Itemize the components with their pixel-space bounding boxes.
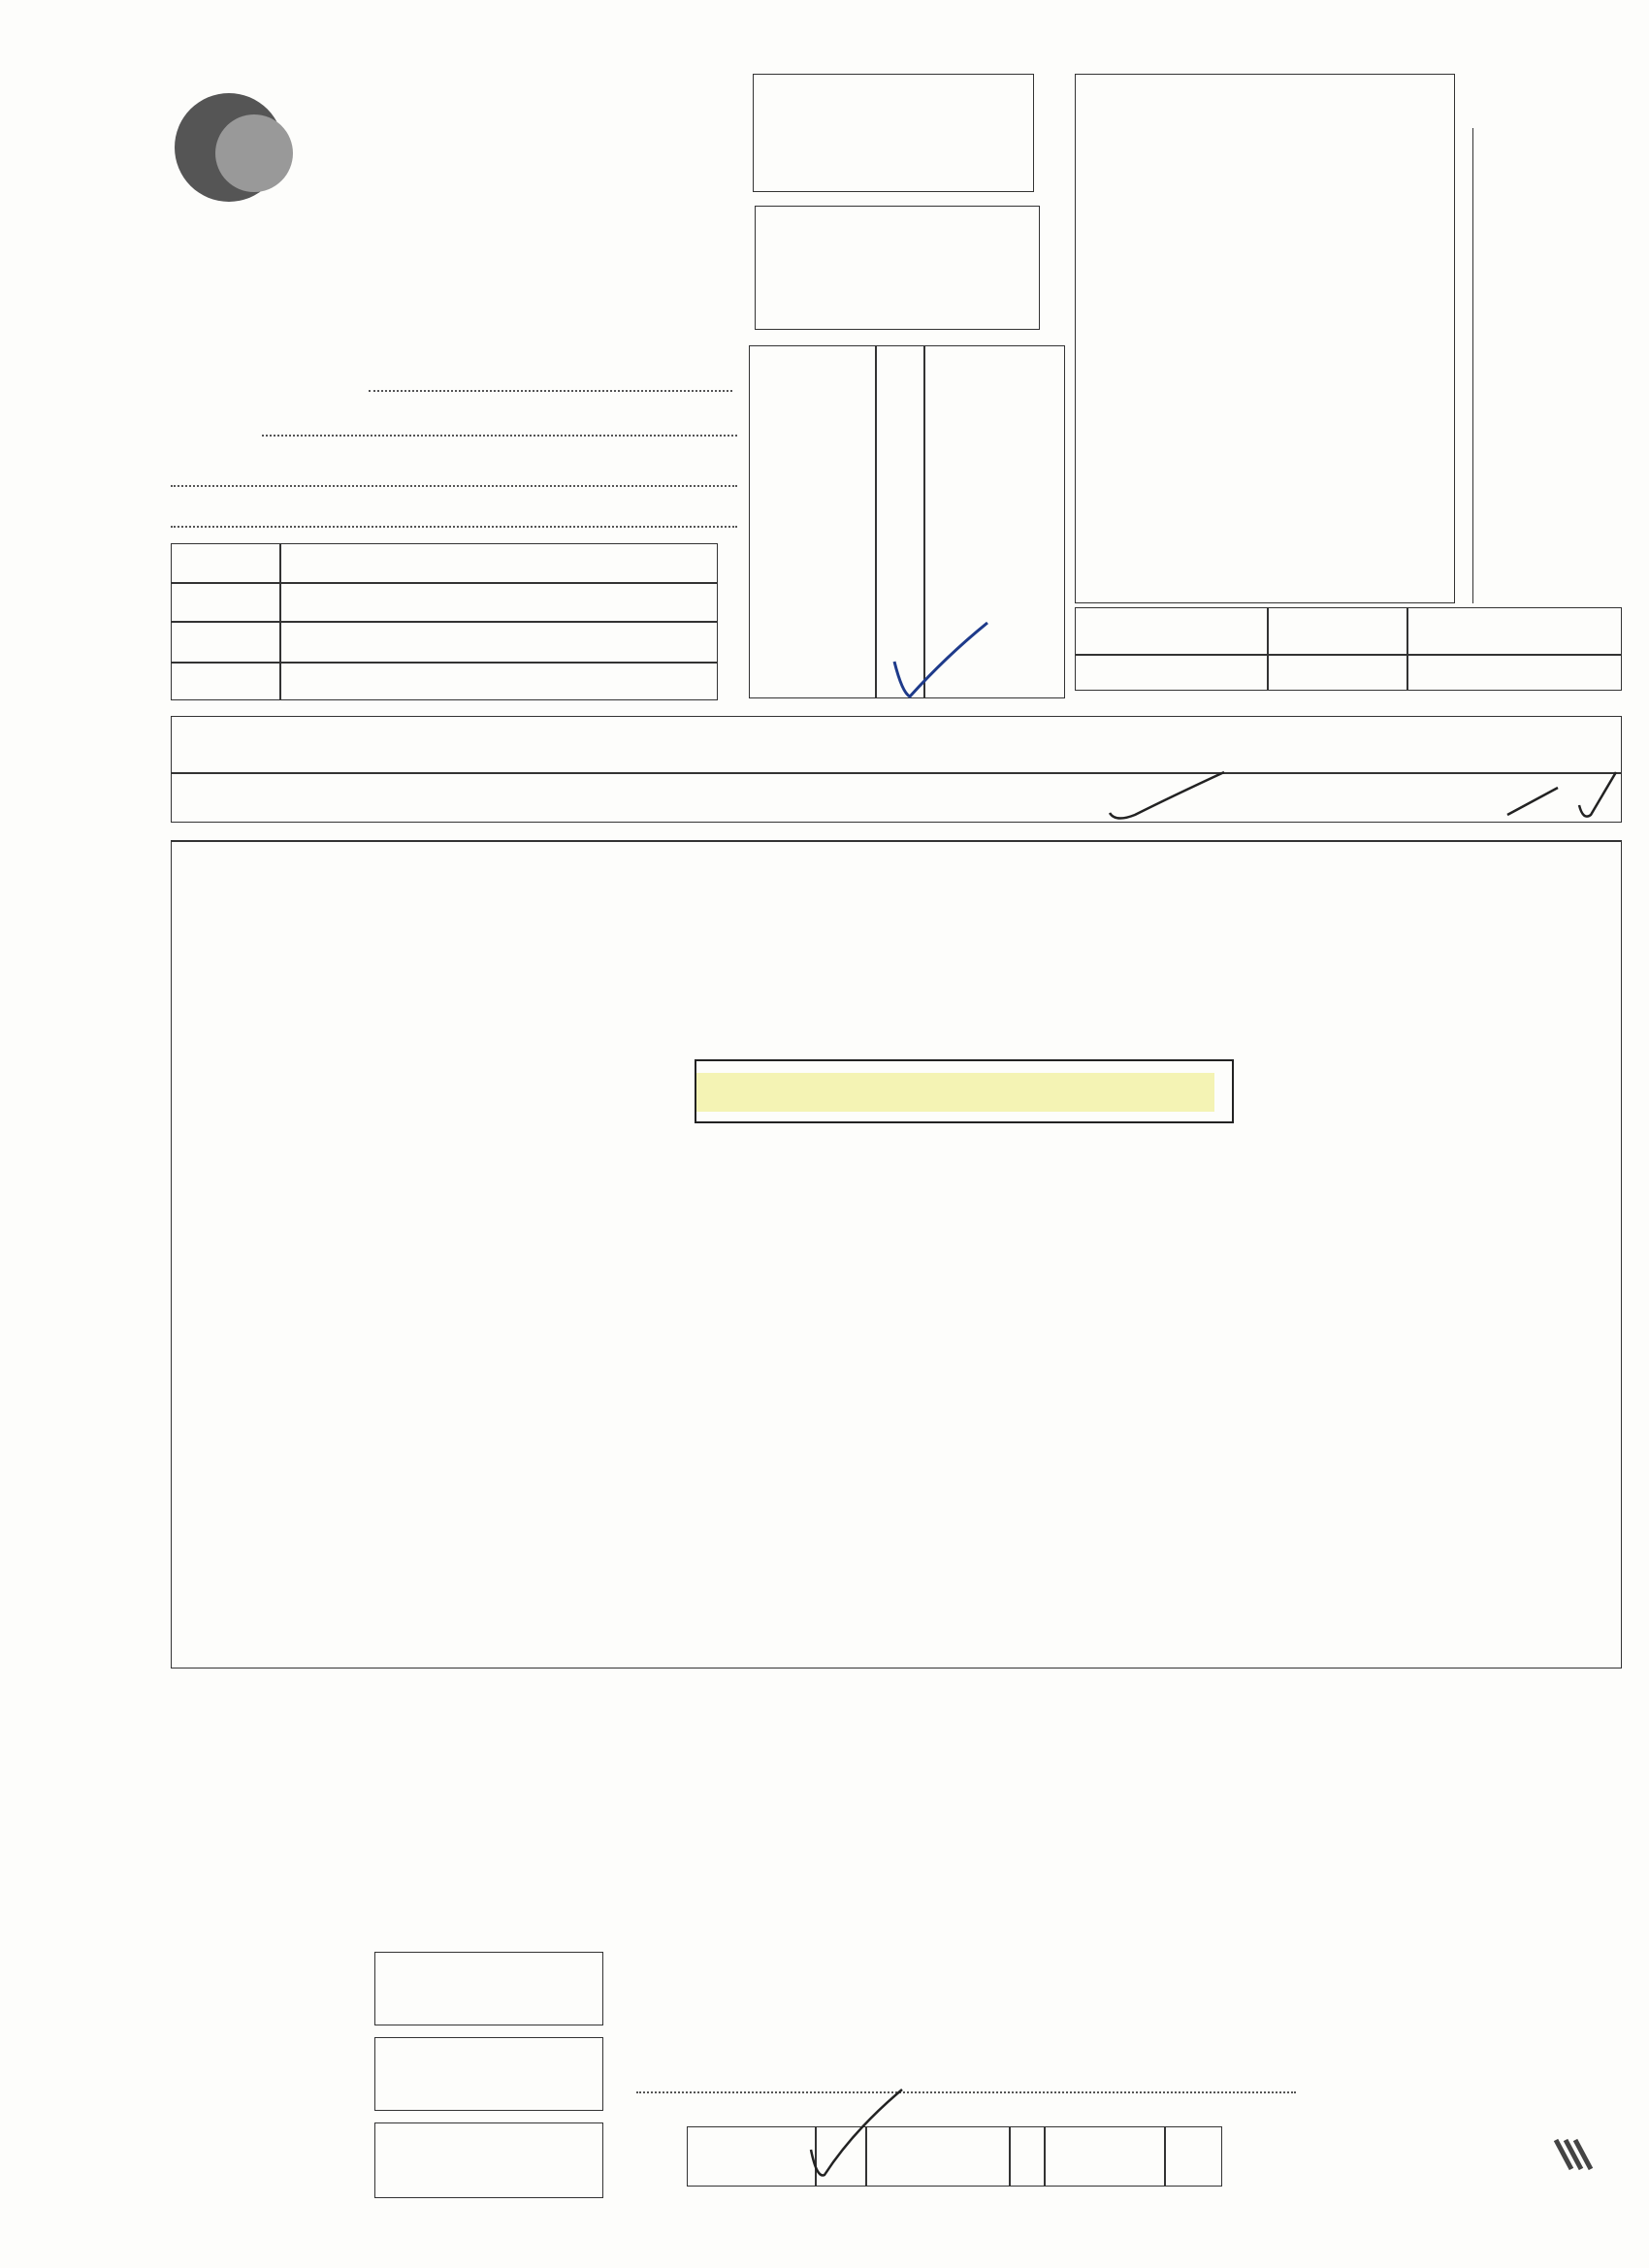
brackets-face-check (1502, 766, 1622, 825)
bbsa-stripes-icon (1552, 2138, 1595, 2176)
payment-method-box (687, 2126, 1222, 2187)
colour-row (171, 716, 1622, 772)
date-box (753, 74, 1034, 192)
company-logo (171, 89, 316, 206)
cash-check-mark (805, 2086, 912, 2183)
balance-box (374, 2122, 603, 2198)
special-instructions-box (1075, 74, 1455, 603)
address-line (262, 435, 737, 437)
source-list (1472, 128, 1600, 603)
table-grid (171, 906, 1622, 1669)
measured-by-box (755, 206, 1040, 330)
table-header (171, 842, 1622, 906)
fitters-box (1075, 607, 1622, 691)
wooden-check-mark (889, 617, 1005, 704)
postcode-line (171, 526, 737, 528)
total-price-box (374, 1952, 603, 2025)
deposit-box (374, 2037, 603, 2111)
signature-line (636, 2091, 1296, 2093)
address-line-2-rule (171, 485, 737, 487)
customer-name-line (369, 390, 732, 392)
recess-size-check (1106, 766, 1232, 825)
highlight-box (695, 1059, 1234, 1123)
